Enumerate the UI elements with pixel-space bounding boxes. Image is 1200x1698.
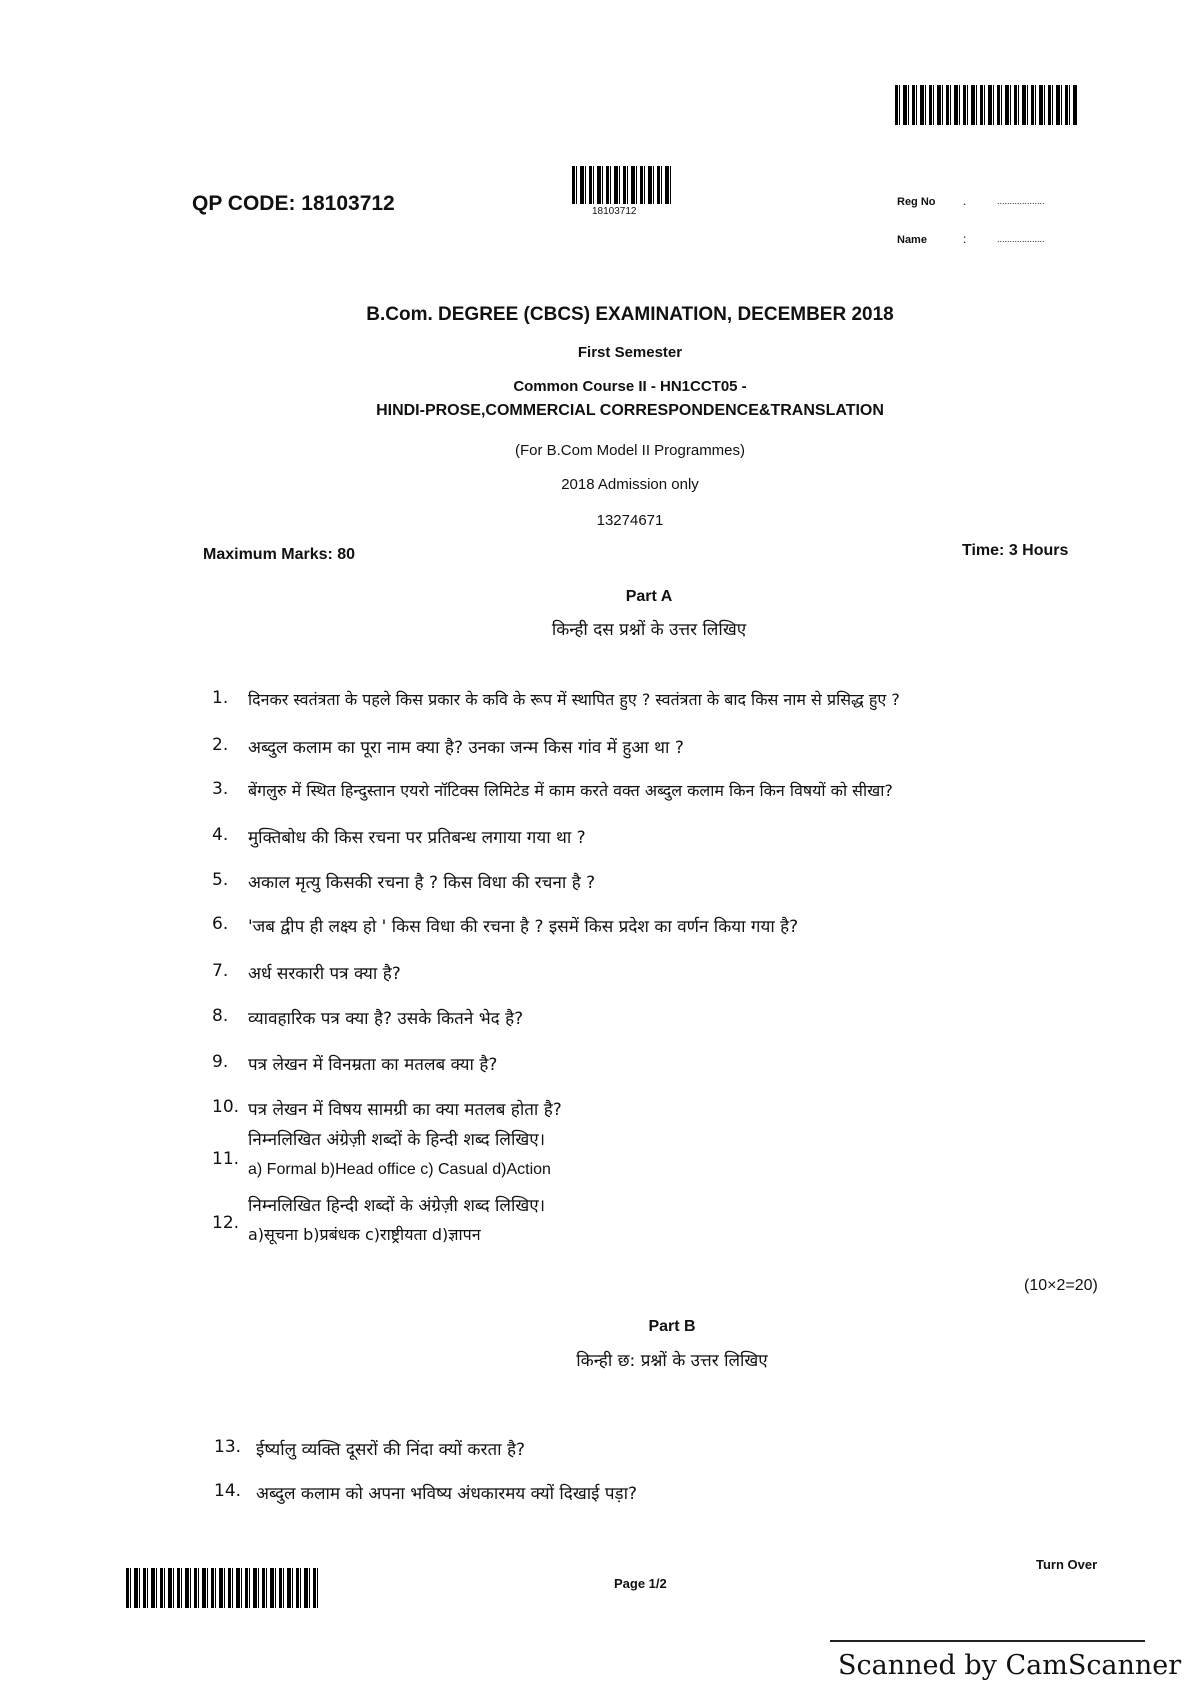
question-text: पत्र लेखन में विनम्रता का मतलब क्या है? — [248, 1055, 498, 1075]
reg-no-label: Reg No — [897, 196, 936, 208]
question-text: व्यावहारिक पत्र क्या है? उसके कितने भेद है? — [248, 1009, 524, 1029]
question-text: ईर्ष्यालु व्यक्ति दूसरों की निंदा क्यों करता है? — [256, 1440, 525, 1460]
semester: First Semester — [577, 344, 683, 361]
question-number: 14. — [214, 1481, 242, 1501]
question-text: अर्ध सरकारी पत्र क्या है? — [248, 964, 401, 984]
name-value: ................... — [997, 234, 1045, 244]
reg-no-value: ................... — [997, 196, 1045, 206]
barcode-top-right — [895, 85, 1077, 125]
question-number: 7. — [212, 961, 229, 981]
name-sep: : — [963, 232, 967, 246]
barcode-center — [572, 166, 674, 204]
subject: HINDI-PROSE,COMMERCIAL CORRESPONDENCE&TRANSLATION — [376, 402, 884, 419]
question-text: बेंगलुरु में स्थित हिन्दुस्तान एयरो नॉटिक्स लिमिटेड में काम करते वक्त अब्दुल कलाम किन किन विषयों को सीखा? — [248, 781, 893, 800]
question-text: 'जब द्वीप ही लक्ष्य हो ' किस विधा की रचना है ? इसमें किस प्रदेश का वर्णन किया गया है? — [248, 917, 799, 937]
question-number: 3. — [212, 779, 229, 799]
part-a-instruction: किन्ही दस प्रश्नों के उत्तर लिखिए — [551, 620, 747, 640]
question-text: मुक्तिबोध की किस रचना पर प्रतिबन्ध लगाया गया था ? — [248, 828, 586, 848]
question-number: 6. — [212, 914, 229, 934]
question-text: पत्र लेखन में विषय सामग्री का क्या मतलब होता है? — [248, 1100, 562, 1120]
part-a-heading: Part A — [625, 588, 673, 605]
turn-over: Turn Over — [1036, 1557, 1098, 1572]
max-marks: Maximum Marks: 80 — [203, 546, 356, 563]
course: Common Course II - HN1CCT05 - — [513, 378, 747, 395]
part-b-heading: Part B — [648, 1318, 696, 1335]
question-number: 2. — [212, 735, 229, 755]
question-number: 13. — [214, 1437, 242, 1457]
question-text: दिनकर स्वतंत्रता के पहले किस प्रकार के कवि के रूप में स्थापित हुए ? स्वतंत्रता के बाद किस नाम से प्रसिद्ध हुए ? — [248, 690, 900, 709]
question-number: 1. — [212, 688, 229, 708]
name-label: Name — [897, 234, 927, 246]
question-text: अकाल मृत्यु किसकी रचना है ? किस विधा की रचना है ? — [248, 873, 596, 893]
question-text: अब्दुल कलाम को अपना भविष्य अंधकारमय क्यों दिखाई पड़ा? — [256, 1484, 638, 1504]
part-b-instruction: किन्ही छ: प्रश्नों के उत्तर लिखिए — [576, 1351, 768, 1371]
barcode-number: 18103712 — [592, 206, 637, 217]
exam-title: B.Com. DEGREE (CBCS) EXAMINATION, DECEMBER 2018 — [366, 304, 894, 325]
scanner-watermark: Scanned by CamScanner — [838, 1650, 1182, 1681]
question-subtext: a) Formal b)Head office c) Casual d)Action — [248, 1161, 551, 1178]
question-number: 4. — [212, 825, 229, 845]
programme: (For B.Com Model II Programmes) — [514, 442, 746, 459]
question-text: निम्नलिखित हिन्दी शब्दों के अंग्रेज़ी शब्द लिखिए। — [248, 1196, 546, 1216]
barcode-bottom-left — [126, 1568, 320, 1608]
question-text: अब्दुल कलाम का पूरा नाम क्या है? उनका जन्म किस गांव में हुआ था ? — [248, 738, 684, 758]
time: Time: 3 Hours — [962, 542, 1069, 559]
question-subtext: a)सूचना b)प्रबंधक c)राष्ट्रीयता d)ज्ञापन — [248, 1225, 481, 1244]
reg-no-sep: . — [963, 194, 967, 208]
signature-line — [830, 1640, 1145, 1642]
exam-code: 13274671 — [596, 512, 664, 529]
page-number: Page 1/2 — [614, 1576, 667, 1591]
part-a-marks: (10×2=20) — [1024, 1277, 1098, 1294]
question-number: 5. — [212, 870, 229, 890]
question-number: 11. — [212, 1149, 240, 1169]
question-number: 8. — [212, 1006, 229, 1026]
question-number: 9. — [212, 1052, 229, 1072]
question-number: 10. — [212, 1097, 240, 1117]
question-text: निम्नलिखित अंग्रेज़ी शब्दों के हिन्दी शब्द लिखिए। — [248, 1130, 546, 1150]
question-number: 12. — [212, 1213, 240, 1233]
qp-code: QP CODE: 18103712 — [192, 192, 395, 215]
admission: 2018 Admission only — [561, 476, 699, 493]
